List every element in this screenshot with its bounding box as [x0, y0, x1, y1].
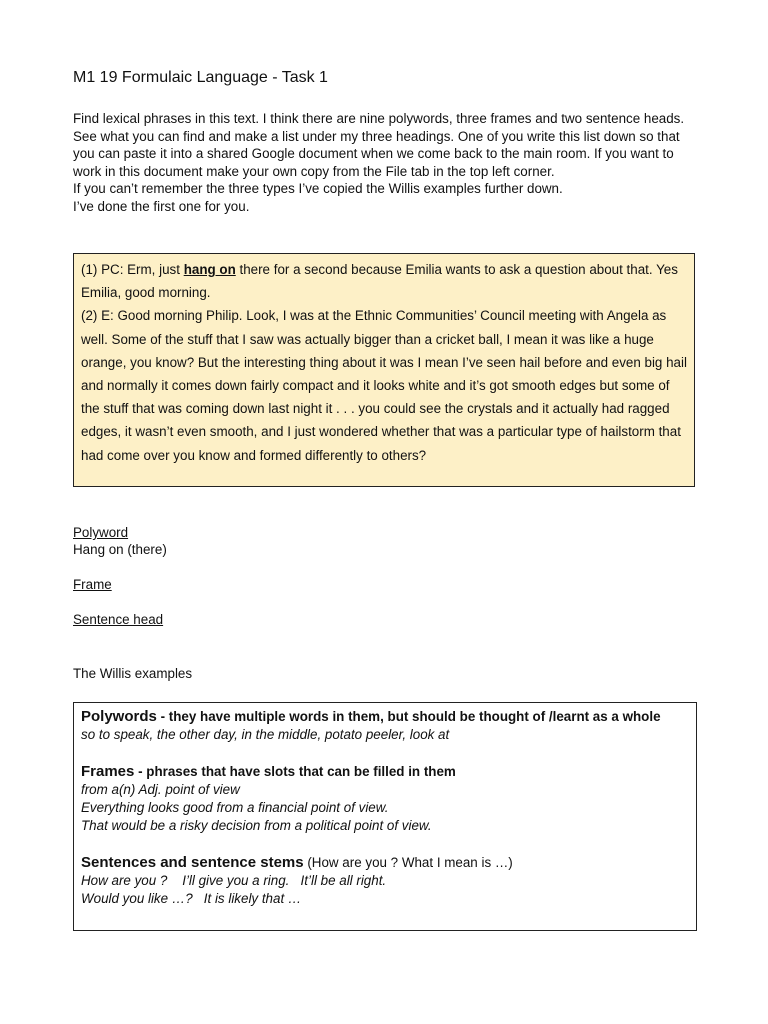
- polyword-item: Hang on (there): [73, 542, 167, 557]
- willis-examples-box: [73, 702, 697, 931]
- frames-example-3: That would be a risky decision from a political point of view.: [81, 818, 432, 833]
- frames-description: - phrases that have slots that can be filled in them: [134, 764, 456, 779]
- instructions: [73, 110, 695, 216]
- frame-heading: Frame: [73, 577, 112, 592]
- frames-definition: [81, 763, 689, 781]
- instructions-done-note: I’ve done the first one for you.: [73, 198, 250, 214]
- sentence-head-heading: Sentence head: [73, 612, 164, 627]
- sentences-example-1: How are you ? I’ll give you a ring. It’ll be all right.: [81, 873, 387, 888]
- frames-example-2: Everything looks good from a financial point of view.: [81, 800, 389, 815]
- page-title: M1 19 Formulaic Language - Task 1: [73, 69, 328, 86]
- sentences-description: (How are you ? What I mean is …): [303, 855, 513, 870]
- transcript-text: there for a second because Emilia wants to ask a question about that. Yes Emilia, good morning.: [81, 262, 678, 301]
- sentences-example-2: Would you like …? It is likely that …: [81, 891, 302, 906]
- transcript-box: [73, 253, 695, 487]
- instructions-paragraph: Find lexical phrases in this text. I think there are nine polywords, three frames and two sentence heads. See what you can find and make a list under my three headings. One of you write this list down so that you can paste it into a shared Google document when we come back to the main room. If you want to work in this document make your own copy from the File tab in the top left corner.: [73, 111, 685, 179]
- sentences-title: Sentences and sentence stems: [81, 854, 304, 871]
- frames-example-1: from a(n) Adj. point of view: [81, 782, 240, 797]
- frames-title: Frames: [81, 763, 135, 780]
- instructions-note: If you can’t remember the three types I’ve copied the Willis examples further down.: [73, 181, 563, 197]
- willis-label: The Willis examples: [73, 666, 193, 681]
- transcript-turn-2: (2) E: Good morning Philip. Look, I was at the Ethnic Communities’ Council meeting with Angela as well. Some of the stuff that I saw was actually bigger than a cricket ball, I mean it was like a huge orange, you know? But the interesting thing about it was I mean I’ve seen hail before and even big hail and normally it comes down fairly compact and it looks white and it’s got smooth edges but some of the stuff that was coming down last night it . . . you could see the crystals and it actually had ragged edges, it wasn’t even smooth, and I just wondered whether that was a particular type of hailstorm that had come over you know and formed differently to others?: [81, 308, 687, 463]
- polywords-definition: [81, 708, 689, 726]
- transcript-text: (1) PC: Erm, just: [81, 262, 184, 277]
- transcript-turn-1: [81, 258, 687, 304]
- polywords-title: Polywords: [81, 708, 157, 725]
- sentences-definition: [81, 854, 689, 872]
- polywords-examples: so to speak, the other day, in the middle, potato peeler, look at: [81, 727, 450, 742]
- polyword-heading: Polyword: [73, 525, 129, 540]
- polywords-description: - they have multiple words in them, but should be thought of /learnt as a whole: [156, 709, 661, 724]
- highlighted-phrase: hang on: [183, 262, 236, 277]
